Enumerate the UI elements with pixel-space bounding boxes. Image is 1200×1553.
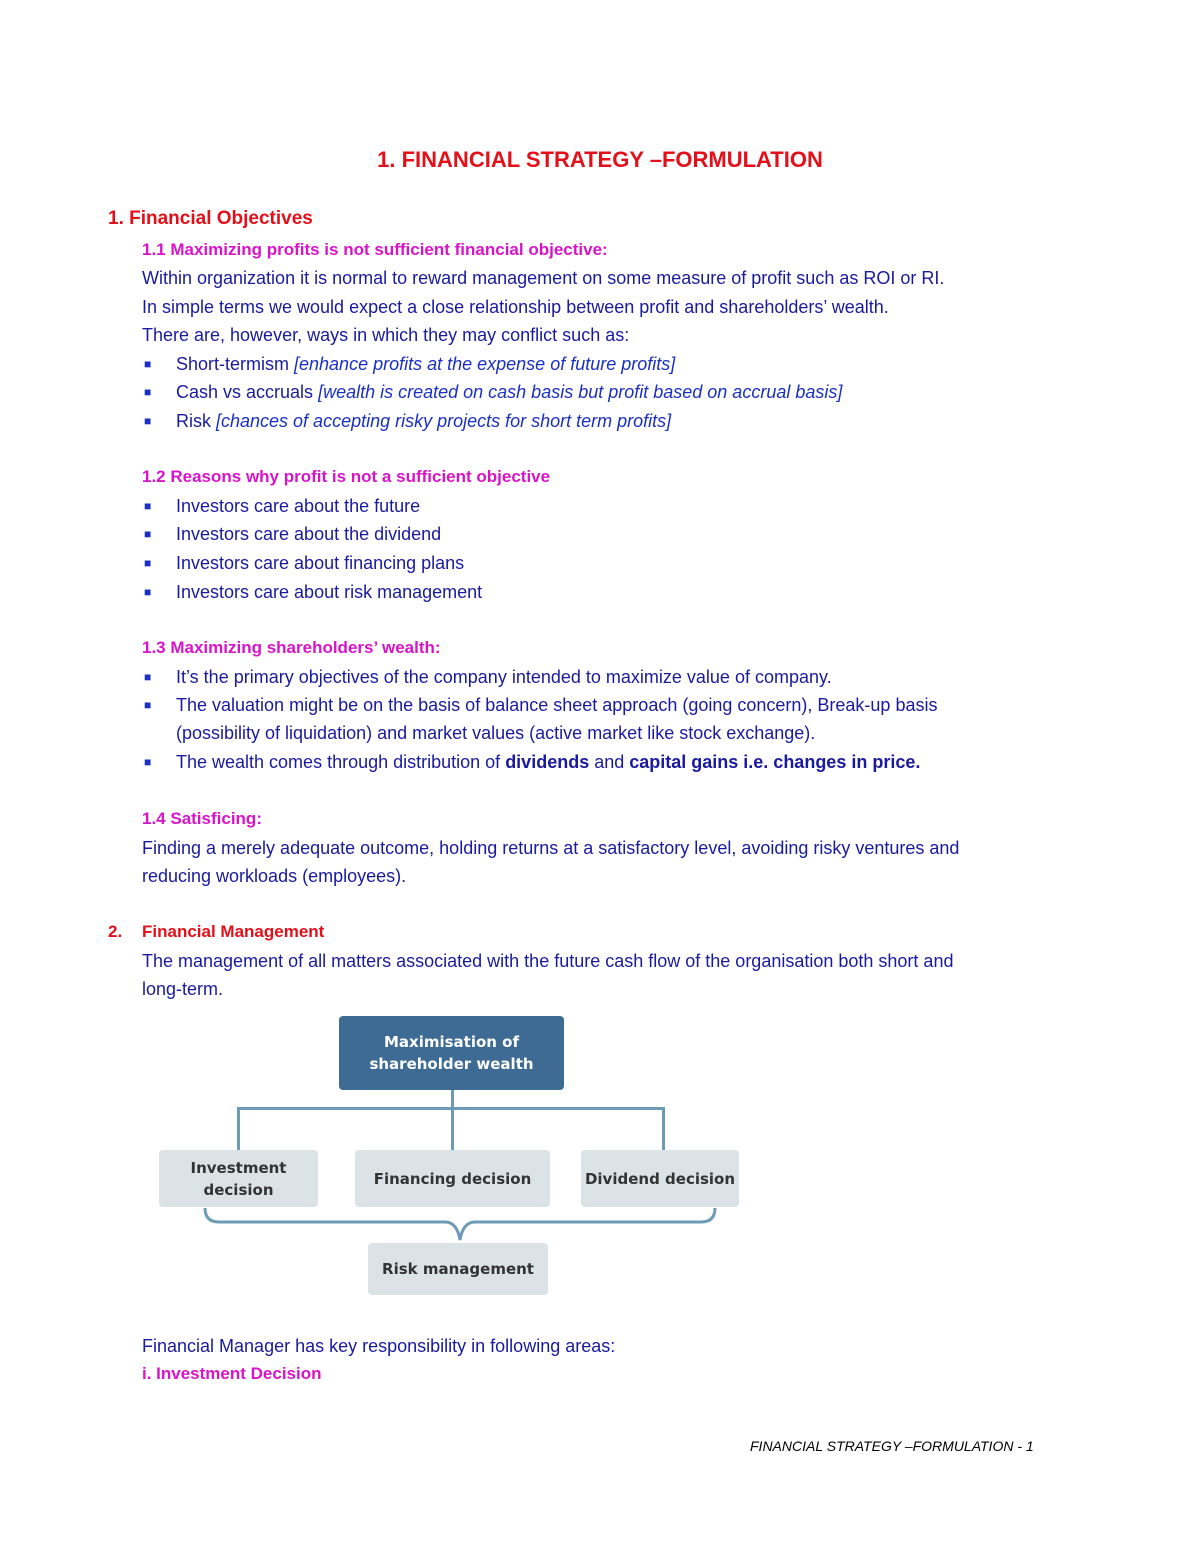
curly-brace: [195, 1206, 725, 1246]
section-2-number: 2.: [108, 922, 123, 941]
section-1-1-para-1: Within organization it is normal to reward management on some measure of profit such as ROI or RI.: [142, 268, 945, 288]
bullet-icon: ■: [144, 670, 152, 684]
list-item: Investors care about the future: [176, 496, 421, 516]
list-item: The valuation might be on the basis of balance sheet approach (going concern), Break-up basis: [176, 695, 938, 715]
section-1-heading: 1. Financial Objectives: [108, 208, 313, 229]
section-1-4-line-2: reducing workloads (employees).: [142, 866, 407, 886]
responsibility-paragraph: Financial Manager has key responsibility in following areas:: [142, 1336, 616, 1356]
section-1-4-line-1: Finding a merely adequate outcome, holding returns at a satisfactory level, avoiding risky ventures and: [142, 838, 960, 858]
list-item: Investors care about financing plans: [176, 553, 465, 573]
connector-line: [237, 1107, 240, 1150]
diagram-box-financing: Financing decision: [355, 1150, 550, 1207]
section-1-3-heading: 1.3 Maximizing shareholders’ wealth:: [142, 638, 441, 657]
bullet-icon: ■: [144, 698, 152, 712]
connector-line: [237, 1107, 665, 1110]
connector-line: [662, 1107, 665, 1150]
list-item-continuation: (possibility of liquidation) and market values (active market like stock exchange).: [176, 723, 816, 743]
bullet-icon: ■: [144, 755, 152, 769]
page-footer: FINANCIAL STRATEGY –FORMULATION - 1: [750, 1438, 1034, 1454]
list-item: The wealth comes through distribution of dividends and capital gains i.e. changes in price.: [176, 752, 921, 772]
section-1-4-heading: 1.4 Satisficing:: [142, 809, 262, 828]
list-item: Risk [chances of accepting risky projects for short term profits]: [176, 411, 672, 431]
connector-line: [451, 1090, 454, 1150]
diagram-box-dividend: Dividend decision: [581, 1150, 739, 1207]
section-1-1-para-2: In simple terms we would expect a close relationship between profit and shareholders’ wealth.: [142, 297, 889, 317]
bullet-icon: ■: [144, 556, 152, 570]
investment-decision-heading: i. Investment Decision: [142, 1364, 322, 1383]
bullet-icon: ■: [144, 527, 152, 541]
list-item: Investors care about risk management: [176, 582, 483, 602]
section-2-heading: Financial Management: [142, 922, 325, 941]
bullet-icon: ■: [144, 499, 152, 513]
bullet-icon: ■: [144, 414, 152, 428]
bullet-icon: ■: [144, 585, 152, 599]
bullet-icon: ■: [144, 385, 152, 399]
list-item: Short-termism [enhance profits at the expense of future profits]: [176, 354, 676, 374]
section-1-1-para-3: There are, however, ways in which they may conflict such as:: [142, 325, 630, 345]
section-2-line-2: long-term.: [142, 979, 224, 999]
diagram-box-investment: Investment decision: [159, 1150, 318, 1207]
section-2-line-1: The management of all matters associated with the future cash flow of the organisation both short and: [142, 951, 954, 971]
section-1-1-heading: 1.1 Maximizing profits is not sufficient financial objective:: [142, 240, 608, 259]
list-item: Cash vs accruals [wealth is created on cash basis but profit based on accrual basis]: [176, 382, 843, 402]
diagram-box-line: Maximisation of: [383, 1033, 520, 1051]
bullet-icon: ■: [144, 357, 152, 371]
page-title: 1. FINANCIAL STRATEGY –FORMULATION: [377, 147, 823, 172]
diagram-box-line: shareholder wealth: [369, 1055, 534, 1073]
diagram-box-risk: Risk management: [368, 1243, 548, 1295]
list-item: Investors care about the dividend: [176, 524, 442, 544]
diagram-box-shareholder-wealth: [339, 1016, 564, 1090]
section-1-2-heading: 1.2 Reasons why profit is not a sufficient objective: [142, 467, 551, 486]
list-item: It’s the primary objectives of the company intended to maximize value of company.: [176, 667, 832, 687]
